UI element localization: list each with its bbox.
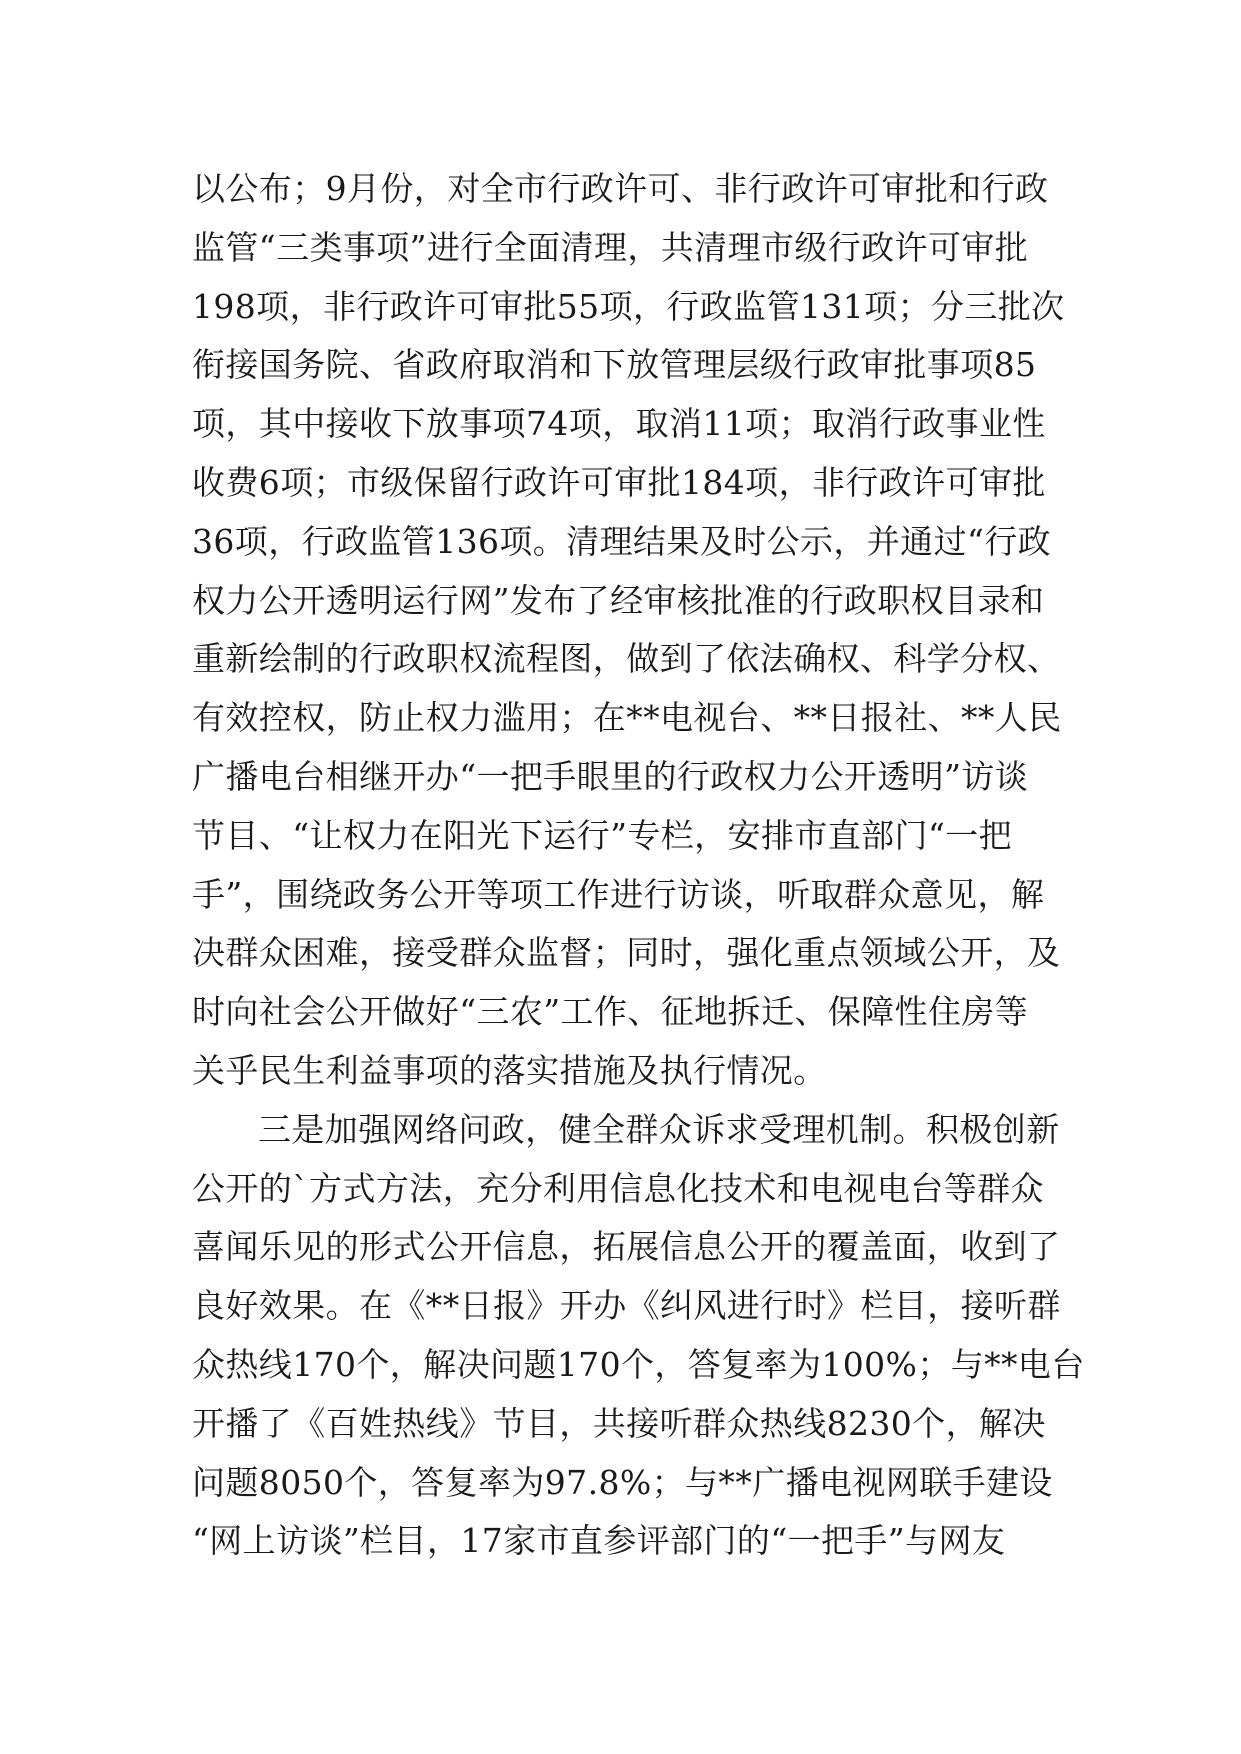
text-line: 良好效果。在《**日报》开办《纠风进行时》栏目，接听群: [192, 1286, 1061, 1326]
text-line: 开播了《百姓热线》节目，共接听群众热线8230个，解决: [192, 1403, 1046, 1443]
text-line: 喜闻乐见的形式公开信息，拓展信息公开的覆盖面，收到了: [192, 1227, 1061, 1267]
text-line: 有效控权，防止权力滥用；在**电视台、**日报社、**人民: [192, 698, 1062, 738]
text-line: 公开的`方式方法，充分利用信息化技术和电视电台等群众: [192, 1168, 1044, 1208]
text-line: “网上访谈”栏目，17家市直参评部门的“一把手”与网友: [192, 1521, 1006, 1561]
text-line: 决群众困难，接受群众监督；同时，强化重点领域公开，及: [192, 933, 1061, 973]
text-line: 众热线170个，解决问题170个，答复率为100%；与**电台: [192, 1344, 1085, 1384]
text-line: 监管“三类事项”进行全面清理，共清理市级行政许可审批: [192, 227, 1029, 267]
text-line: 广播电台相继开办“一把手眼里的行政权力公开透明”访谈: [192, 756, 1029, 796]
text-line: 收费6项；市级保留行政许可审批184项，非行政许可审批: [192, 462, 1046, 502]
text-line: 问题8050个，答复率为97.8%；与**广播电视网联手建设: [192, 1462, 1053, 1502]
text-line: 手”，围绕政务公开等项工作进行访谈，听取群众意见，解: [192, 874, 1045, 914]
text-line: 权力公开透明运行网”发布了经审核批准的行政职权目录和: [192, 580, 1045, 620]
text-line: 以公布；9月份，对全市行政许可、非行政许可审批和行政: [192, 169, 1049, 208]
body-text: [192, 160, 1085, 1571]
text-line: 项，其中接收下放事项74项，取消11项；取消行政事业性: [192, 404, 1046, 444]
text-line: 重新绘制的行政职权流程图，做到了依法确权、科学分权、: [192, 639, 1061, 679]
text-line: 36项，行政监管136项。清理结果及时公示，并通过“行政: [192, 521, 1052, 561]
text-line: 衔接国务院、省政府取消和下放管理层级行政审批事项85: [192, 345, 1037, 385]
text-line: 节目、“让权力在阳光下运行”专栏，安排市直部门“一把: [192, 815, 1013, 855]
text-line: 时向社会公开做好“三农”工作、征地拆迁、保障性住房等: [192, 992, 1029, 1032]
paragraph-start-line: 三是加强网络问政，健全群众诉求受理机制。积极创新: [258, 1109, 1060, 1149]
text-line: 198项，非行政许可审批55项，行政监管131项；分三批次: [192, 286, 1065, 326]
text-line: 关乎民生利益事项的落实措施及执行情况。: [192, 1050, 827, 1090]
